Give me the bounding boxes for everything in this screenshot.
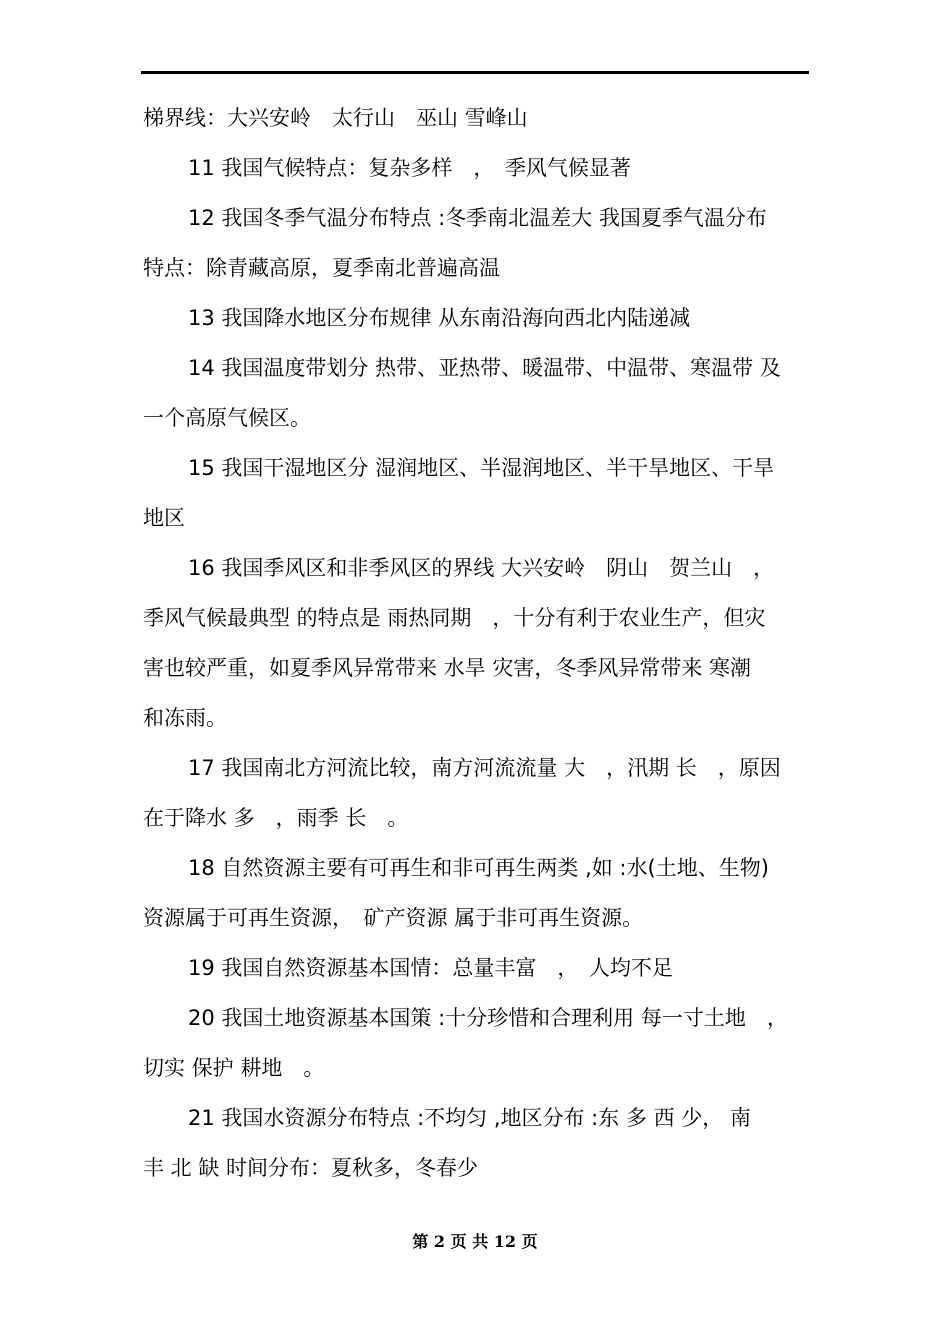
text-line: 16 我国季风区和非季风区的界线 大兴安岭 阴山 贺兰山 ， — [188, 556, 775, 580]
text-line: 在于降水 多 ，雨季 长 。 — [143, 806, 409, 830]
text-line: 19 我国自然资源基本国情：总量丰富 ， 人均不足 — [188, 956, 673, 980]
text-line: 15 我国干湿地区分 湿润地区、半湿润地区、半干旱地区、干旱 — [188, 456, 775, 480]
page-number-footer: 第 2 页 共 12 页 — [412, 1232, 538, 1251]
text-line: 20 我国土地资源基本国策 :十分珍惜和合理利用 每一寸土地 ， — [188, 1006, 788, 1030]
text-line: 13 我国降水地区分布规律 从东南沿海向西北内陆递减 — [188, 306, 691, 330]
text-line: 地区 — [143, 506, 185, 530]
text-line: 21 我国水资源分布特点 :不均匀 ,地区分布 :东 多 西 少， 南 — [188, 1106, 751, 1130]
text-line: 12 我国冬季气温分布特点 :冬季南北温差大 我国夏季气温分布 — [188, 206, 767, 230]
text-line: 季风气候最典型 的特点是 雨热同期 ，十分有利于农业生产，但灾 — [143, 606, 766, 630]
text-line: 特点：除青藏高原，夏季南北普遍高温 — [143, 256, 500, 280]
text-line: 17 我国南北方河流比较，南方河流流量 大 ，汛期 长 ，原因 — [188, 756, 781, 780]
text-line: 14 我国温度带划分 热带、亚热带、暖温带、中温带、寒温带 及 — [188, 356, 781, 380]
text-line: 害也较严重，如夏季风异常带来 水旱 灾害，冬季风异常带来 寒潮 — [143, 656, 752, 680]
text-line: 切实 保护 耕地 。 — [143, 1056, 325, 1080]
text-line: 一个高原气候区。 — [143, 406, 311, 430]
text-line: 11 我国气候特点：复杂多样 ， 季风气候显著 — [188, 156, 631, 180]
text-line: 资源属于可再生资源， 矿产资源 属于非可再生资源。 — [143, 906, 644, 930]
text-line: 18 自然资源主要有可再生和非可再生两类 ,如 :水(土地、生物) — [188, 856, 769, 880]
text-line: 梯界线：大兴安岭 太行山 巫山 雪峰山 — [143, 106, 528, 130]
header-rule — [141, 71, 809, 74]
text-line: 丰 北 缺 时间分布：夏秋多，冬春少 — [143, 1156, 479, 1180]
text-line: 和冻雨。 — [143, 706, 227, 730]
